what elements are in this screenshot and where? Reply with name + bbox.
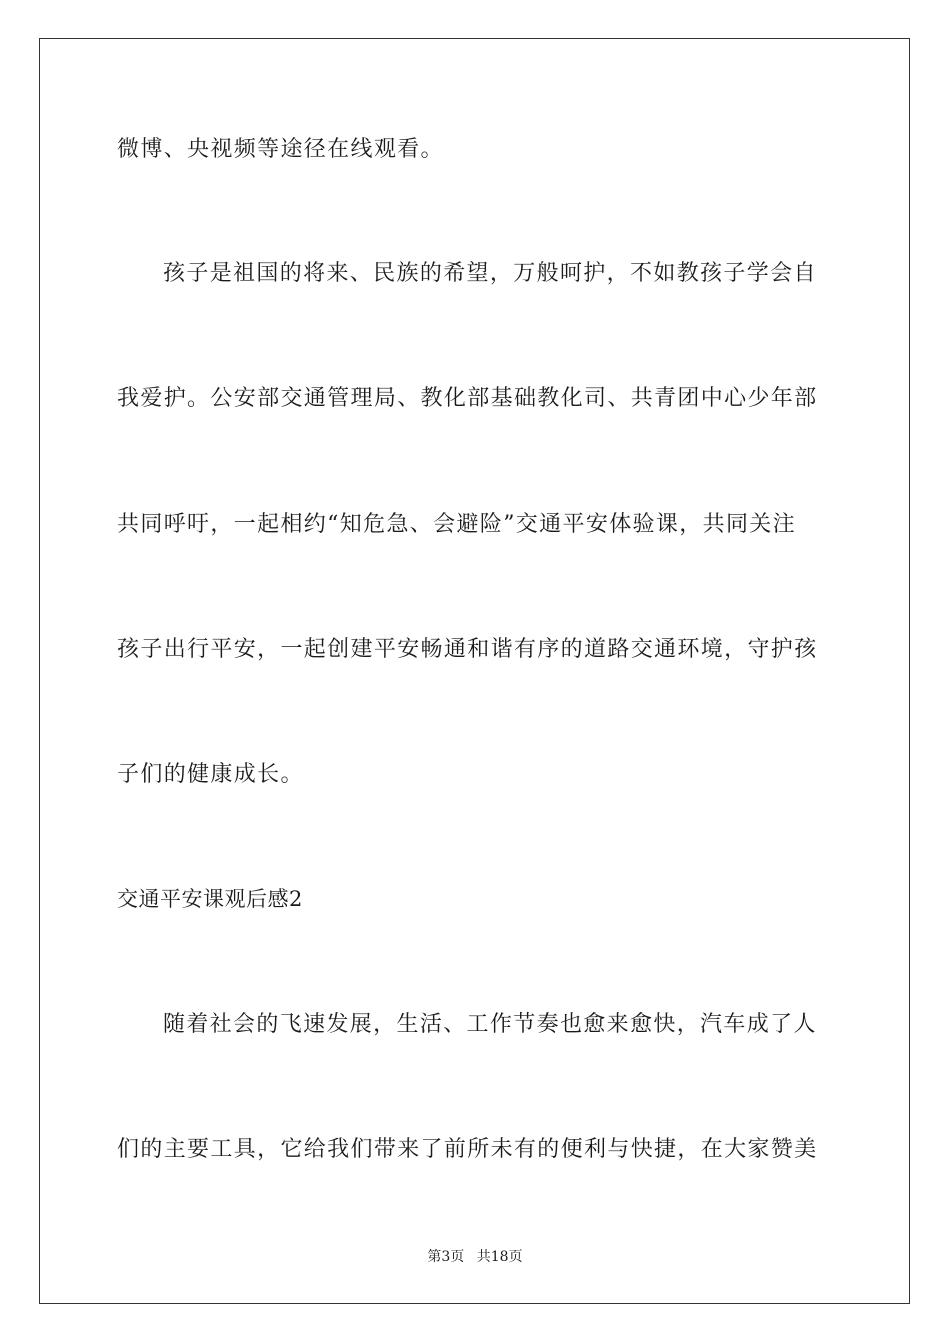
page-footer [0,1247,950,1267]
page-border [39,38,910,1304]
body-text-line: 微博、央视频等途径在线观看。 [117,137,444,162]
body-text-line: 我爱护。公安部交通管理局、教化部基础教化司、共青团中心少年部 [117,386,818,411]
body-text-line: 们的主要工具，它给我们带来了前所未有的便利与快捷，在大家赞美 [117,1137,818,1162]
body-text-line: 共同呼吁，一起相约“知危急、会避险”交通平安体验课，共同关注 [117,512,796,537]
body-text-line: 孩子出行平安，一起创建平安畅通和谐有序的道路交通环境，守护孩 [117,637,818,662]
section-heading: 交通平安课观后感2 [117,887,303,911]
body-text-line: 子们的健康成长。 [117,762,304,787]
paragraph-first-line: 孩子是祖国的将来、民族的希望，万般呵护，不如教孩子学会自 [163,261,817,286]
page-number-current: 第3页 [427,1249,465,1265]
paragraph-first-line: 随着社会的飞速发展，生活、工作节奏也愈来愈快，汽车成了人 [163,1012,817,1037]
page-number-total: 共18页 [476,1249,523,1265]
